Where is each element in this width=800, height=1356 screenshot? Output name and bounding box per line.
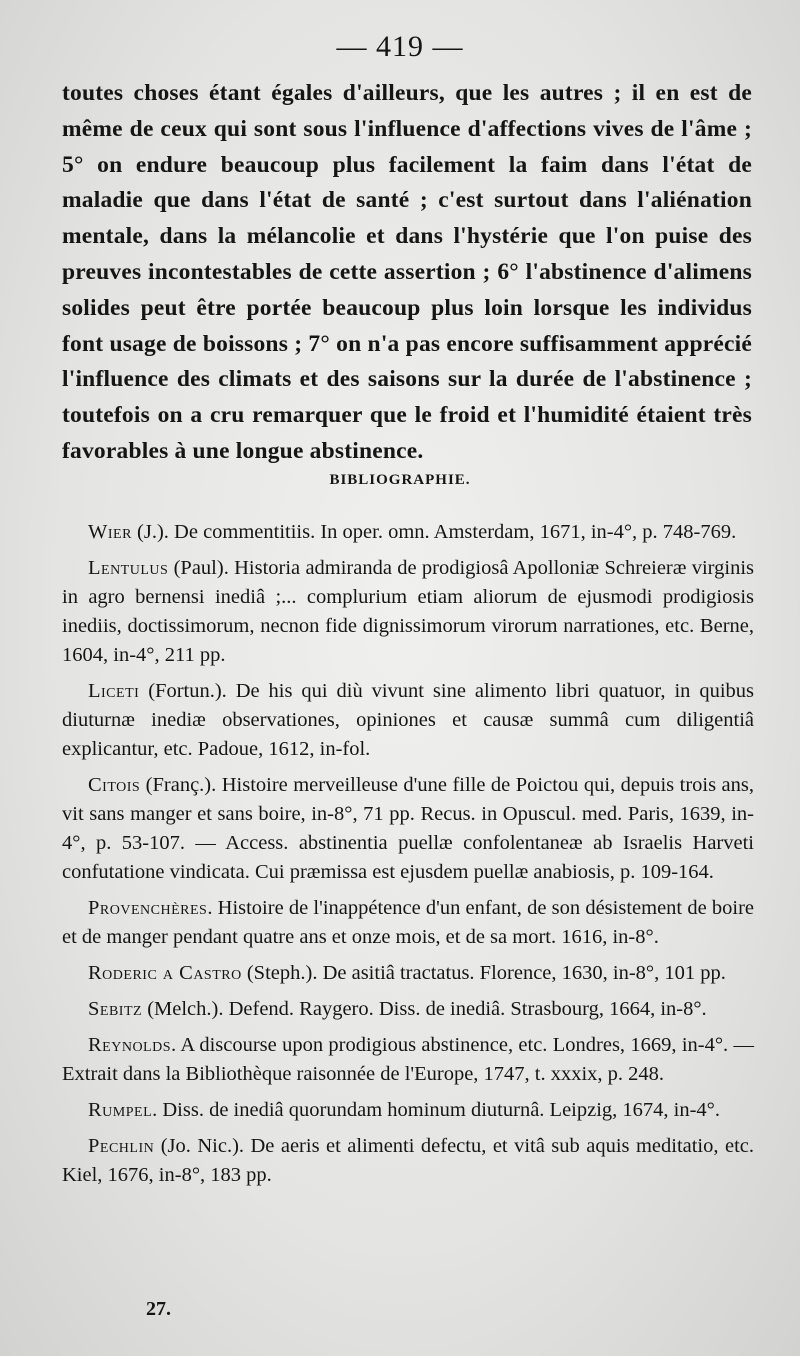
entry-text: (Jo. Nic.). De aeris et alimenti defectu, et vitâ sub aquis meditatio, etc. Kiel, 1676, in-8°, 183 pp. bbox=[62, 1135, 754, 1186]
entry-text: . Diss. de inediâ quorundam hominum diuturnâ. Leipzig, 1674, in-4°. bbox=[152, 1099, 720, 1121]
entry-text: (Franç.). Histoire merveilleuse d'une fille de Poictou qui, depuis trois ans, vit sans manger et sans boire, in-8°, 71 pp. Recus. in Opuscul. med. Paris, 1639, in-4°, p. 53-107. — Access. abstinentia puellæ confolentaneæ ab Israelis Harveti confutatione vindicata. Cui præmissa est ejusdem puellæ anabiosis, p. 109-164. bbox=[62, 774, 754, 883]
entry-author: Pechlin bbox=[88, 1135, 155, 1157]
bibliography-entry bbox=[62, 894, 754, 952]
entry-text: . Histoire de l'inappétence d'un enfant, de son désistement de boire et de manger pendant quatre ans et onze mois, et de sa mort. 1616, in-8°. bbox=[62, 897, 754, 948]
signature-mark: 27. bbox=[146, 1298, 171, 1320]
entry-author: Liceti bbox=[88, 680, 140, 702]
bibliography-entry bbox=[62, 554, 754, 670]
bibliography-entry bbox=[62, 1031, 754, 1089]
bibliography-list bbox=[62, 518, 754, 1197]
bibliography-entry bbox=[62, 518, 754, 547]
bibliography-entry bbox=[62, 1132, 754, 1190]
bibliography-entry bbox=[62, 771, 754, 887]
bibliography-entry bbox=[62, 677, 754, 764]
entry-author: Lentulus bbox=[88, 557, 169, 579]
entry-text: . A discourse upon prodigious abstinence, etc. Londres, 1669, in-4°. — Extrait dans la Bibliothèque raisonnée de l'Europe, 1747, t. xxxix, p. 248. bbox=[62, 1034, 754, 1085]
entry-author: Roderic a Castro bbox=[88, 962, 242, 984]
entry-author: Citois bbox=[88, 774, 141, 796]
bibliography-entry bbox=[62, 1096, 754, 1125]
entry-author: Wier bbox=[88, 521, 132, 543]
bibliography-heading: BIBLIOGRAPHIE. bbox=[329, 472, 471, 488]
entry-text: (Paul). Historia admiranda de prodigiosâ Apolloniæ Schreieræ virginis in agro bernensi inediâ ;... complurium etiam aliorum de ejusmodi prodigiosis inediis, doctissimorum, necnon fide dignissimorum virorum narrationes, etc. Berne, 1604, in-4°, 211 pp. bbox=[62, 557, 754, 666]
entry-text: (Melch.). Defend. Raygero. Diss. de inediâ. Strasbourg, 1664, in-8°. bbox=[142, 998, 707, 1020]
entry-text: (Fortun.). De his qui diù vivunt sine alimento libri quatuor, in quibus diuturnæ inediæ observationes, opiniones et causæ summâ cum diligentiâ explicantur, etc. Padoue, 1612, in-fol. bbox=[62, 680, 754, 760]
entry-author: Sebitz bbox=[88, 998, 143, 1020]
bibliography-entry bbox=[62, 959, 754, 988]
bibliography-entry bbox=[62, 995, 754, 1024]
entry-text: (Steph.). De asitiâ tractatus. Florence, 1630, in-8°, 101 pp. bbox=[241, 962, 726, 984]
entry-text: (J.). De commentitiis. In oper. omn. Amsterdam, 1671, in-4°, p. 748-769. bbox=[131, 521, 737, 543]
main-paragraph: toutes choses étant égales d'ailleurs, que les autres ; il en est de même de ceux qui sont sous l'influence d'affections vives de l'âme ; 5° on endure beaucoup plus facilement la faim dans l'état de maladie que dans l'état de santé ; c'est surtout dans l'aliénation mentale, dans la mélancolie et dans l'hystérie que l'on puise des preuves incontestables de cette assertion ; 6° l'abstinence d'alimens solides peut être portée beaucoup plus loin lorsque les individus font usage de boissons ; 7° on n'a pas encore suffisamment apprécié l'influence des climats et des saisons sur la durée de l'abstinence ; toutefois on a cru remarquer que le froid et l'humidité étaient très favorables à une longue abstinence. bbox=[62, 80, 752, 464]
entry-author: Provenchères bbox=[88, 897, 208, 919]
entry-author: Reynolds bbox=[88, 1034, 172, 1056]
entry-author: Rumpel bbox=[88, 1099, 153, 1121]
page-number: — 419 — bbox=[336, 30, 464, 63]
